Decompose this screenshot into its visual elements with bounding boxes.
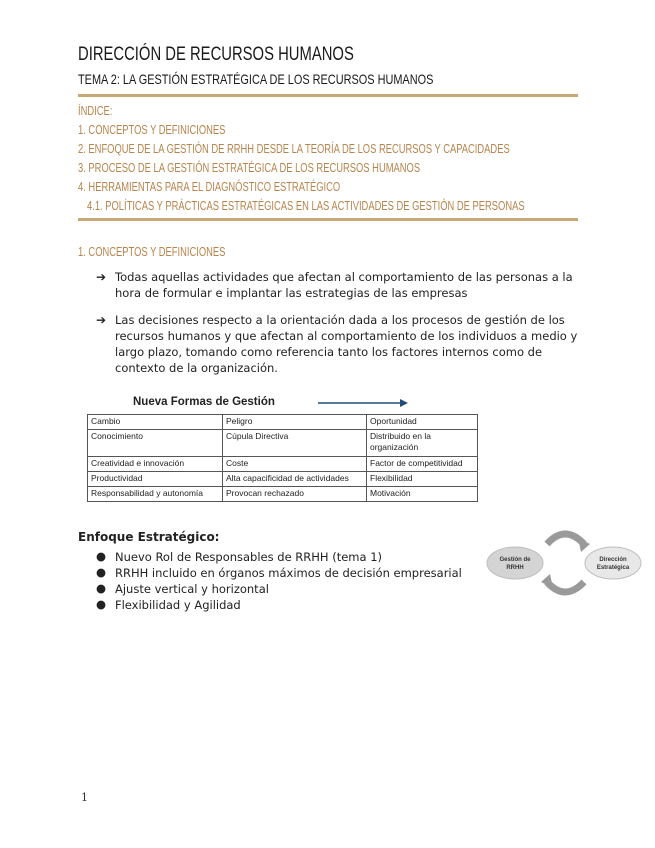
table-cell: Cúpula Directiva <box>223 430 367 457</box>
strategy-cycle-diagram <box>485 530 645 600</box>
document-subtitle: TEMA 2: LA GESTIÓN ESTRATÉGICA DE LOS RECURSOS HUMANOS <box>78 71 434 87</box>
list-item-text: RRHH incluido en órganos máximos de decisión empresarial <box>115 566 462 580</box>
bullet-icon: ● <box>96 581 107 595</box>
index-label: ÍNDICE: <box>78 104 113 118</box>
index-item-4-1: 4.1. POLÍTICAS Y PRÁCTICAS ESTRATÉGICAS EN LAS ACTIVIDADES DE GESTIÓN DE PERSONAS <box>87 199 525 213</box>
table-row <box>88 472 478 487</box>
bullet-icon: ● <box>96 565 107 579</box>
arrow-right-icon: ➔ <box>96 270 107 284</box>
table-cell: Motivación <box>367 487 478 502</box>
table-cell: Conocimiento <box>88 430 223 457</box>
definition-text: Las decisiones respecto a la orientación dada a los procesos de gestión de los recursos humanos y que afectan al comportamiento de los individuos a medio y largo plazo, tomando como referencia tanto los factores internos como de contexto de la organización. <box>115 313 578 375</box>
index-item-2: 2. ENFOQUE DE LA GESTIÓN DE RRHH DESDE LA TEORÍA DE LOS RECURSOS Y CAPACIDADES <box>78 142 510 156</box>
table-row <box>88 457 478 472</box>
table-row <box>88 487 478 502</box>
list-item-text: Nuevo Rol de Responsables de RRHH (tema 1) <box>115 550 383 564</box>
node-label: RRHH <box>506 565 524 571</box>
table-row <box>88 430 478 457</box>
section-heading: 1. CONCEPTOS Y DEFINICIONES <box>78 245 226 259</box>
table-cell: Alta capacificidad de actividades <box>223 472 367 487</box>
definition-item <box>96 312 586 378</box>
table-cell: Flexibilidad <box>367 472 478 487</box>
table-cell: Cambio <box>88 415 223 430</box>
arrow-right-icon <box>318 398 408 408</box>
management-forms-table <box>87 414 478 502</box>
table-cell: Responsabilidad y autonomía <box>88 487 223 502</box>
list-item-text: Ajuste vertical y horizontal <box>115 582 269 596</box>
index-item-4: 4. HERRAMIENTAS PARA EL DIAGNÓSTICO ESTRATÉGICO <box>78 180 341 194</box>
table-cell: Distribuido en la organización <box>367 430 478 457</box>
index-item-1: 1. CONCEPTOS Y DEFINICIONES <box>78 123 226 137</box>
table-cell: Peligro <box>223 415 367 430</box>
arrow-right-icon: ➔ <box>96 313 107 327</box>
table-cell: Creatividad e innovación <box>88 457 223 472</box>
index-item-3: 3. PROCESO DE LA GESTIÓN ESTRATÉGICA DE LOS RECURSOS HUMANOS <box>78 161 421 175</box>
definition-text: Todas aquellas actividades que afectan al comportamiento de las personas a la hora de formular e implantar las estrategias de las empresas <box>115 270 573 300</box>
list-item-text: Flexibilidad y Agilidad <box>115 598 241 612</box>
table-row <box>88 415 478 430</box>
page-number: 1 <box>81 791 88 804</box>
definition-item <box>96 269 586 305</box>
table-cell: Productividad <box>88 472 223 487</box>
table-cell: Provocan rechazado <box>223 487 367 502</box>
bullet-icon: ● <box>96 549 107 563</box>
table-title: Nueva Formas de Gestión <box>133 396 275 408</box>
node-hr-management <box>487 547 543 579</box>
node-label: Gestión de <box>499 557 531 563</box>
bullet-icon: ● <box>96 597 107 611</box>
top-divider <box>78 94 578 97</box>
node-label: Dirección <box>599 557 627 563</box>
bottom-divider <box>78 218 578 221</box>
table-cell: Coste <box>223 457 367 472</box>
enfoque-heading: Enfoque Estratégico: <box>78 530 220 544</box>
table-cell: Factor de competitividad <box>367 457 478 472</box>
node-label: Estratégica <box>596 565 630 571</box>
node-strategic-direction <box>585 547 641 579</box>
table-cell: Oportunidad <box>367 415 478 430</box>
document-title: DIRECCIÓN DE RECURSOS HUMANOS <box>78 44 354 65</box>
